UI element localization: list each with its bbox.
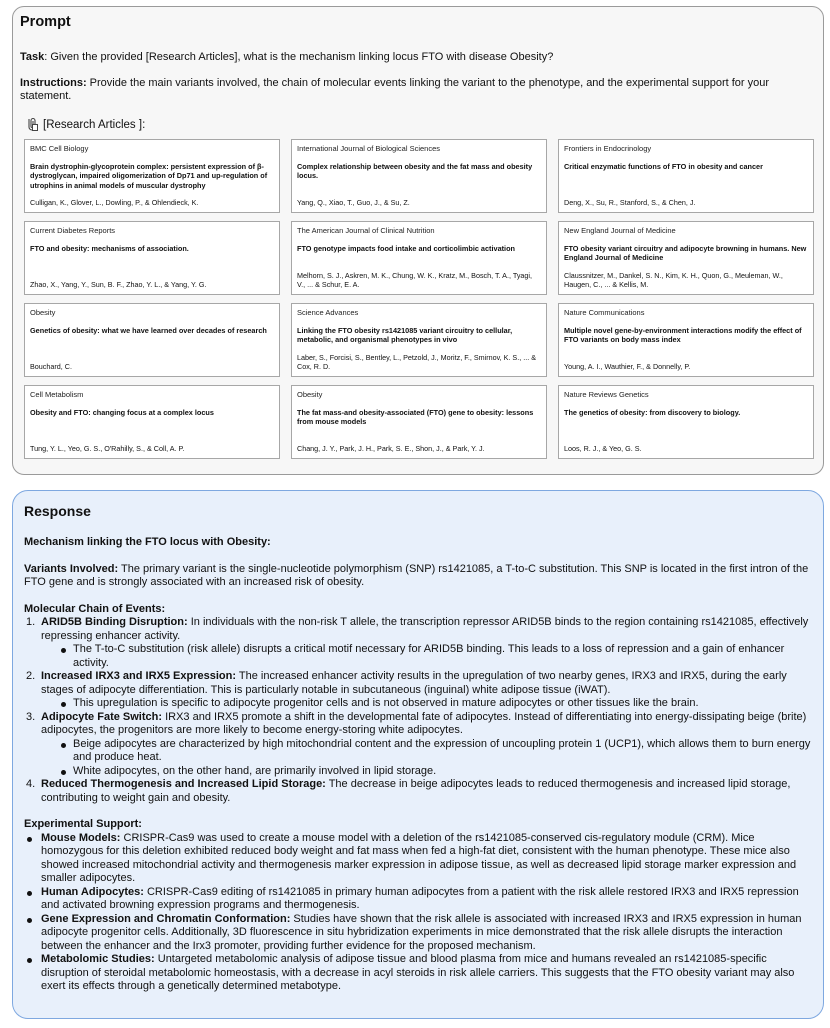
article-journal: Current Diabetes Reports: [30, 226, 116, 235]
article-journal: BMC Cell Biology: [30, 144, 89, 153]
article-authors: Young, A. I., Wauthier, F., & Donnelly, P.: [564, 362, 691, 371]
variants-label: Variants Involved:: [24, 562, 119, 575]
article-card: [24, 221, 280, 295]
event-text: IRX3 and IRX5 promote a shift in the developmental fate of adipocytes. Instead of differentiating into energy-dissipating beige (brite) adipocytes, the progenitors are more likely to become energy-storing white adipocytes.: [41, 710, 807, 736]
article-title: FTO obesity variant circuitry and adipocyte browning in humans. New England Journal of Medicine: [564, 244, 807, 263]
event-subpoint: The T-to-C substitution (risk allele) disrupts a critical motif necessary for ARID5B binding. This leads to a loss of repression and a gain of enhancer activity.: [58, 643, 812, 670]
article-title: FTO and obesity: mechanisms of association.: [30, 244, 189, 253]
article-title: The genetics of obesity: from discovery to biology.: [564, 408, 741, 417]
article-journal: New England Journal of Medicine: [564, 226, 676, 235]
event-item: [24, 670, 812, 711]
event-item: [24, 616, 812, 670]
task-label: Task: [20, 51, 45, 63]
event-label: ARID5B Binding Disruption:: [41, 616, 188, 628]
event-number: 1.: [26, 616, 36, 628]
article-title: Genetics of obesity: what we have learned over decades of research: [30, 326, 267, 335]
article-authors: Culligan, K., Glover, L., Dowling, P., & Ohlendieck, K.: [30, 198, 199, 207]
article-title: Obesity and FTO: changing focus at a complex locus: [30, 408, 214, 417]
support-text: CRISPR-Cas9 editing of rs1421085 in primary human adipocytes from a patient with the risk allele restored IRX3 and IRX5 repression and activated browning expression programs and thermogenesis.: [41, 885, 799, 911]
event-subpoints: [58, 738, 812, 779]
support-heading: Experimental Support:: [24, 818, 142, 830]
variants-text: The primary variant is the single-nucleotide polymorphism (SNP) rs1421085, a T-to-C substitution. This SNP is located in the first intron of the FTO gene and is strongly associated with an increased risk of obesity.: [24, 562, 809, 588]
prompt-panel: [12, 6, 824, 475]
instructions-statement: [20, 77, 816, 103]
article-card: [24, 139, 280, 213]
article-card: [558, 221, 814, 295]
article-authors: Laber, S., Forcisi, S., Bentley, L., Petzold, J., Moritz, F., Smirnov, K. S., ... & Cox, R. D.: [297, 353, 536, 371]
attachments-row: [25, 115, 816, 135]
task-text: : Given the provided [Research Articles], what is the mechanism linking locus FTO with disease Obesity?: [44, 51, 554, 63]
article-title: Brain dystrophin-glycoprotein complex: persistent expression of β-dystroglycan, impaired oligomerization of Dp71 and up-regulation of utrophins in animal models of muscular dystrophy: [30, 162, 268, 190]
support-text: Studies have shown that the risk allele is associated with increased IRX3 and IRX5 expression in human adipocyte progenitor cells. Additionally, 3D fluorescence in situ hybridization experiments in mice demonstrated that the risk allele disrupts the interaction between the enhancer and the Irx3 promoter, providing further evidence for the proposed mechanism.: [41, 912, 802, 952]
article-authors: Deng, X., Su, R., Stanford, S., & Chen, J.: [564, 198, 696, 207]
article-title: Complex relationship between obesity and the fat mass and obesity locus.: [297, 162, 533, 181]
article-card: [291, 221, 547, 295]
article-authors: Claussnitzer, M., Dankel, S. N., Kim, K. H., Quon, G., Meuleman, W., Haugen, C., ... & Kellis, M.: [564, 271, 783, 289]
event-subpoint: Beige adipocytes are characterized by high mitochondrial content and the expression of uncoupling protein 1 (UCP1), which allows them to burn energy and produce heat.: [58, 738, 812, 765]
article-journal: Obesity: [30, 308, 56, 317]
article-card: [24, 303, 280, 377]
task-statement: [20, 51, 816, 64]
event-text: The increased enhancer activity results in the upregulation of two nearby genes, IRX3 and IRX5, during the early stages of adipocyte differentiation. This is particularly notable in subcutaneous (inguinal) white adipose tissue (iWAT).: [41, 670, 787, 696]
support-label: Human Adipocytes:: [41, 885, 144, 898]
article-card: [558, 303, 814, 377]
article-authors: Tung, Y. L., Yeo, G. S., O'Rahilly, S., & Coll, A. P.: [30, 444, 185, 453]
event-label: Reduced Thermogenesis and Increased Lipid Storage:: [41, 778, 326, 790]
instructions-label: Instructions:: [20, 77, 87, 89]
article-card: [24, 385, 280, 459]
article-authors: Loos, R. J., & Yeo, G. S.: [564, 444, 642, 453]
support-item: [24, 913, 812, 954]
article-card: [558, 385, 814, 459]
article-journal: The American Journal of Clinical Nutrition: [297, 226, 435, 235]
articles-grid: [24, 139, 814, 459]
event-number: 2.: [26, 670, 36, 682]
event-item: [24, 711, 812, 779]
response-title: Response: [24, 503, 91, 519]
event-text: In individuals with the non-risk T allele, the transcription repressor ARID5B binds to the region containing rs1421085, effectively repressing enhancer activity.: [41, 616, 809, 642]
article-journal: Nature Communications: [564, 308, 645, 317]
support-list: [24, 832, 812, 994]
article-authors: Melhorn, S. J., Askren, M. K., Chung, W. K., Kratz, M., Bosch, T. A., Tyagi, V., ... & Schur, E. A.: [297, 271, 533, 289]
event-number: 3.: [26, 710, 36, 723]
event-label: Increased IRX3 and IRX5 Expression:: [41, 670, 237, 682]
event-subpoint: This upregulation is specific to adipocyte progenitor cells and is not observed in mature adipocytes or other tissues like the brain.: [58, 697, 812, 711]
event-subpoints: [58, 643, 812, 670]
event-label: Adipocyte Fate Switch:: [41, 710, 163, 723]
variants-paragraph: [24, 563, 812, 590]
article-journal: Nature Reviews Genetics: [564, 390, 649, 399]
article-authors: Bouchard, C.: [30, 362, 72, 371]
article-title: Multiple novel gene-by-environment interactions modify the effect of FTO variants on body mass index: [564, 326, 802, 345]
support-item: [24, 886, 812, 913]
article-card: [558, 139, 814, 213]
chain-heading: Molecular Chain of Events:: [24, 602, 166, 615]
article-title: Critical enzymatic functions of FTO in obesity and cancer: [564, 162, 763, 171]
event-subpoint: White adipocytes, on the other hand, are primarily involved in lipid storage.: [58, 765, 812, 779]
prompt-title: Prompt: [20, 14, 71, 30]
response-panel: [12, 490, 824, 1019]
support-text: Untargeted metabolomic analysis of adipose tissue and blood plasma from mice and humans revealed an rs1421085-specific disruption of steroidal metabolomic homeostasis, with a decrease in acyl steroids in risk allele carriers. This suggests that the FTO obesity variant may also exert its effects through a genetically determined metabotype.: [41, 953, 795, 992]
article-card: [291, 385, 547, 459]
events-list: [24, 616, 812, 805]
article-title: FTO genotype impacts food intake and corticolimbic activation: [297, 244, 515, 253]
event-text: The decrease in beige adipocytes leads to reduced thermogenesis and increased lipid storage, contributing to weight gain and obesity.: [41, 778, 791, 804]
support-item: [24, 953, 812, 994]
article-title: The fat mass-and obesity-associated (FTO) gene to obesity: lessons from mouse models: [297, 408, 534, 427]
instructions-text: Provide the main variants involved, the chain of molecular events linking the variant to the phenotype, and the experimental support for your statement.: [20, 77, 770, 102]
support-label: Metabolomic Studies:: [41, 953, 155, 965]
article-authors: Chang, J. Y., Park, J. H., Park, S. E., Shon, J., & Park, Y. J.: [297, 444, 485, 453]
article-card: [291, 139, 547, 213]
article-journal: Frontiers in Endocrinology: [564, 144, 652, 153]
article-journal: International Journal of Biological Sciences: [297, 144, 441, 153]
support-item: [24, 832, 812, 886]
event-number: 4.: [26, 778, 36, 790]
article-journal: Science Advances: [297, 308, 359, 317]
event-subpoints: [58, 697, 812, 711]
support-label: Mouse Models:: [41, 831, 121, 844]
response-heading: Mechanism linking the FTO locus with Obesity:: [24, 536, 271, 548]
article-authors: Zhao, X., Yang, Y., Sun, B. F., Zhao, Y. L., & Yang, Y. G.: [30, 280, 207, 289]
support-text: CRISPR-Cas9 was used to create a mouse model with a deletion of the rs1421085-conserved cis-regulatory module (CRM). Mice homozygous for this deletion exhibited reduced body weight and fat mass when fed a high-fat diet, consistent with the human phenotype. These mice also showed increased mitochondrial activity and thermogenesis marker expression in adipose tissue, as well as decreased lipid storage marker expression and smaller adipocytes.: [41, 831, 797, 884]
article-title: Linking the FTO obesity rs1421085 variant circuitry to cellular, metabolic, and organismal phenotypes in vivo: [297, 326, 513, 345]
support-label: Gene Expression and Chromatin Conformation:: [41, 912, 291, 925]
article-authors: Yang, Q., Xiao, T., Guo, J., & Su, Z.: [297, 198, 410, 207]
article-card: [291, 303, 547, 377]
article-journal: Cell Metabolism: [30, 390, 84, 399]
article-journal: Obesity: [297, 390, 323, 399]
attachments-label: [Research Articles ]:: [43, 119, 146, 131]
event-item: [24, 778, 812, 805]
attachment-icon: [25, 116, 43, 135]
